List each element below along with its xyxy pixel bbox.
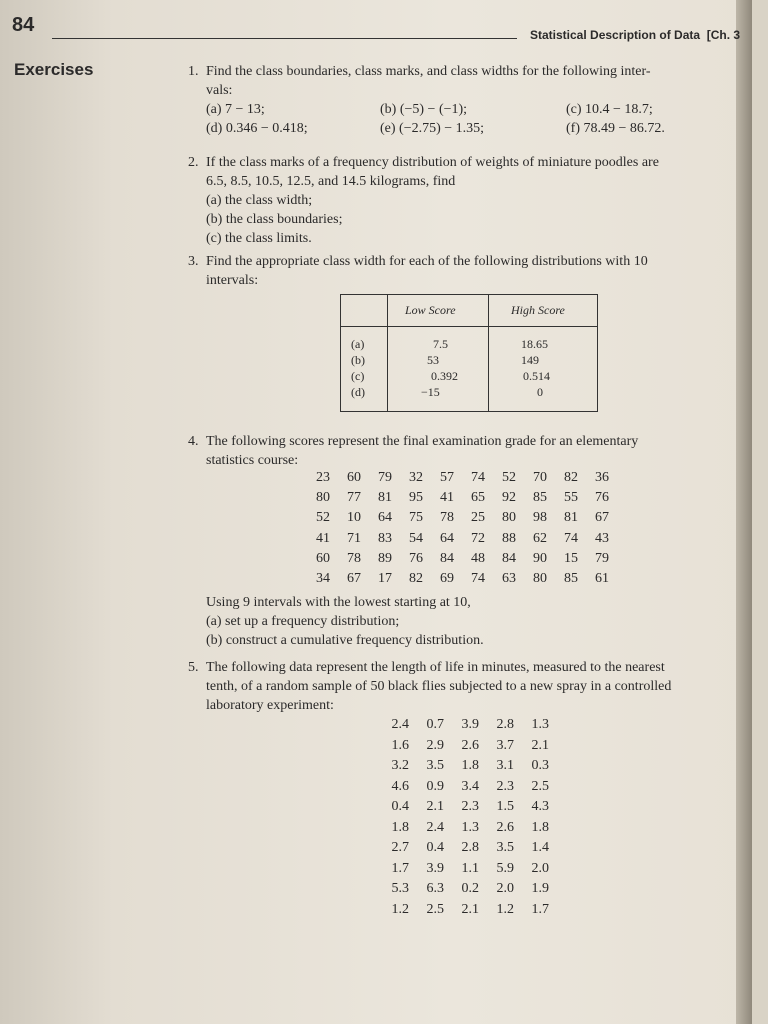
exercise-text-line [206,271,746,290]
subpart-e: (e) (−2.75) − 1.35; [380,121,485,136]
exercise-4-instructions [206,593,746,650]
data-cell: 41 [440,490,454,506]
data-row [310,470,650,490]
score-range-table [340,294,598,412]
data-cell: 80 [533,570,547,586]
exercise-number: 5. [188,660,199,675]
data-cell: 2.0 [496,881,514,896]
text-line: Find the class boundaries, class marks, and class widths for the following inter- [206,64,651,79]
data-cell: 3.9 [461,717,479,732]
header-rule [52,38,517,39]
exercise-number: 1. [188,64,199,79]
data-cell: 69 [440,570,454,586]
data-cell: 2.3 [496,778,514,794]
data-row [385,779,585,800]
data-cell: 98 [533,510,547,526]
section-title: Exercises [14,60,94,79]
data-cell: 2.9 [426,737,444,753]
data-cell: 2.4 [426,819,444,835]
subpart-b [206,210,746,229]
data-cell: 1.5 [496,799,514,814]
data-row [310,490,650,510]
data-cell: 75 [409,510,423,526]
data-cell: 1.8 [461,758,479,773]
subpart-d: (d) 0.346 − 0.418; [206,121,308,136]
data-cell: 2.1 [531,737,549,753]
data-row [385,840,585,861]
text-line: (b) the class boundaries; [206,212,343,227]
exercise-text-line [206,451,746,470]
data-cell: 1.8 [391,819,409,835]
exercise-text-line [206,62,746,81]
data-cell: 0.2 [461,881,479,896]
data-cell: 3.9 [426,860,444,876]
data-cell: 23 [316,470,330,485]
data-cell: 3.7 [496,737,514,753]
data-row [385,799,585,820]
exercise-text-line [206,172,746,191]
data-cell: 88 [502,530,516,546]
data-cell: 4.6 [391,778,409,794]
data-cell: 76 [595,490,609,506]
text-line: laboratory experiment: [206,698,334,713]
data-cell: 80 [502,510,516,526]
data-cell: 1.3 [461,819,479,835]
data-cell: 1.4 [531,840,549,855]
text-line: (a) the class width; [206,193,313,208]
data-cell: 92 [502,490,516,506]
high-score-cell: 149 [521,353,539,367]
running-header [530,28,740,42]
text-line: If the class marks of a frequency distribution of weights of miniature poodles are [206,155,659,170]
table-divider [488,295,489,411]
data-cell: 0.7 [426,717,444,732]
exercise-5 [188,658,751,715]
subpart-a [206,612,746,631]
data-cell: 74 [471,570,485,586]
data-cell: 43 [595,530,609,546]
exercise-text-line [206,252,746,271]
data-cell: 2.8 [496,717,514,732]
data-cell: 0.9 [426,778,444,794]
data-cell: 36 [595,470,609,485]
data-cell: 85 [564,570,578,586]
low-score-cell: 7.5 [433,337,448,351]
data-cell: 2.3 [461,799,479,814]
data-row [385,758,585,779]
data-row [310,571,650,591]
data-cell: 15 [564,550,578,566]
exercise-text-line [206,153,746,172]
data-cell: 2.6 [496,819,514,835]
data-cell: 61 [595,570,609,586]
exercise-text-line [206,696,751,715]
data-cell: 5.3 [391,881,409,896]
data-cell: 41 [316,530,330,546]
data-row [385,717,585,738]
data-row [385,738,585,759]
row-label: (b) [351,353,365,367]
data-cell: 1.3 [531,717,549,732]
text-line: statistics course: [206,453,299,468]
data-cell: 0.3 [531,758,549,773]
data-cell: 52 [502,470,516,485]
data-cell: 74 [564,530,578,546]
data-cell: 3.2 [391,758,409,773]
data-cell: 83 [378,530,392,546]
data-cell: 77 [347,490,361,506]
data-cell: 6.3 [426,881,444,896]
data-cell: 72 [471,530,485,546]
data-cell: 54 [409,530,423,546]
data-cell: 82 [409,570,423,586]
data-cell: 48 [471,550,485,566]
subpart-b: (b) (−5) − (−1); [380,102,468,117]
data-cell: 3.5 [496,840,514,855]
data-cell: 82 [564,470,578,485]
data-cell: 78 [347,550,361,566]
subpart-f: (f) 78.49 − 86.72. [566,121,665,136]
data-cell: 3.5 [426,758,444,773]
data-cell: 1.8 [531,819,549,835]
subpart-b [206,631,746,650]
exercise-text-line [206,593,746,612]
high-score-cell: 18.65 [521,337,548,351]
row-label: (c) [351,369,365,383]
data-cell: 60 [316,550,330,566]
data-row [385,902,585,923]
data-row [310,551,650,571]
data-cell: 1.2 [391,901,409,917]
text-line: The following data represent the length of life in minutes, measured to the nearest [206,660,665,675]
page-number: 84 [12,14,35,36]
data-cell: 60 [347,470,361,485]
low-score-cell: 0.392 [431,369,458,383]
data-cell: 55 [564,490,578,506]
text-line: (c) the class limits. [206,231,312,246]
text-line: 6.5, 8.5, 10.5, 12.5, and 14.5 kilograms, find [206,174,456,189]
data-cell: 67 [595,510,609,526]
chapter-ref: [Ch. 3 [706,28,741,42]
data-cell: 84 [440,550,454,566]
data-cell: 2.8 [461,840,479,855]
data-cell: 63 [502,570,516,586]
table-divider [387,295,388,411]
row-label: (a) [351,337,365,351]
exercise-4 [188,432,746,470]
data-cell: 25 [471,510,485,526]
data-cell: 2.6 [461,737,479,753]
subpart-a: (a) 7 − 13; [206,102,265,117]
table-header-high: High Score [511,303,565,317]
data-cell: 3.1 [496,758,514,773]
data-cell: 4.3 [531,799,549,814]
row-label: (d) [351,385,365,399]
data-cell: 0.4 [391,799,409,814]
data-cell: 64 [440,530,454,546]
table-header-rule [341,326,597,327]
subpart-c: (c) 10.4 − 18.7; [566,102,653,117]
text-line: The following scores represent the final examination grade for an elementary [206,434,639,449]
data-cell: 95 [409,490,423,506]
fly-lifetime-grid [385,717,585,922]
exam-scores-grid [310,470,650,591]
data-cell: 2.5 [531,778,549,794]
subpart-c [206,229,746,248]
text-line: (b) construct a cumulative frequency distribution. [206,633,484,648]
data-cell: 2.1 [461,901,479,917]
data-cell: 52 [316,510,330,526]
exercise-1 [188,62,746,138]
data-cell: 17 [378,570,392,586]
running-title: Statistical Description of Data [530,28,701,42]
low-score-cell: 53 [427,353,439,367]
text-line: intervals: [206,273,259,288]
exercise-2 [188,153,746,248]
data-cell: 62 [533,530,547,546]
data-cell: 3.4 [461,778,479,794]
data-cell: 2.4 [391,717,409,732]
data-cell: 90 [533,550,547,566]
subpart-a [206,191,746,210]
data-cell: 1.9 [531,881,549,896]
data-cell: 2.0 [531,860,549,876]
data-cell: 1.7 [531,901,549,917]
data-cell: 1.6 [391,737,409,753]
text-line: Using 9 intervals with the lowest starting at 10, [206,595,471,610]
text-line: tenth, of a random sample of 50 black flies subjected to a new spray in a controlled [206,679,672,694]
data-cell: 0.4 [426,840,444,855]
exercise-text-line [206,432,746,451]
data-row [385,861,585,882]
data-cell: 78 [440,510,454,526]
text-line: Find the appropriate class width for each of the following distributions with 10 [206,254,648,269]
data-cell: 65 [471,490,485,506]
data-cell: 89 [378,550,392,566]
data-cell: 71 [347,530,361,546]
data-cell: 85 [533,490,547,506]
data-cell: 84 [502,550,516,566]
subparts-row [206,100,746,119]
data-row [385,881,585,902]
data-cell: 1.7 [391,860,409,876]
data-cell: 2.7 [391,840,409,855]
data-cell: 79 [378,470,392,485]
low-score-cell: −15 [421,385,440,399]
table-header-low: Low Score [405,303,456,317]
data-cell: 34 [316,570,330,586]
text-line: vals: [206,83,233,98]
exercise-3 [188,252,746,290]
subparts-row [206,119,746,138]
data-cell: 32 [409,470,423,485]
high-score-cell: 0.514 [523,369,550,383]
data-cell: 64 [378,510,392,526]
data-cell: 81 [378,490,392,506]
data-cell: 70 [533,470,547,485]
data-cell: 74 [471,470,485,485]
exercise-text-line [206,677,751,696]
data-row [310,531,650,551]
data-cell: 79 [595,550,609,566]
data-cell: 81 [564,510,578,526]
data-cell: 67 [347,570,361,586]
exercise-number: 4. [188,434,199,449]
data-cell: 2.1 [426,799,444,814]
data-row [385,820,585,841]
exercise-number: 3. [188,254,199,269]
data-cell: 10 [347,510,361,526]
data-cell: 2.5 [426,901,444,917]
data-cell: 76 [409,550,423,566]
exercise-number: 2. [188,155,199,170]
exercise-text-line [206,658,751,677]
data-cell: 1.1 [461,860,479,876]
exercise-text-line [206,81,746,100]
data-cell: 57 [440,470,454,485]
data-cell: 80 [316,490,330,506]
data-cell: 1.2 [496,901,514,917]
text-line: (a) set up a frequency distribution; [206,614,400,629]
data-cell: 5.9 [496,860,514,876]
data-row [310,510,650,530]
high-score-cell: 0 [537,385,543,399]
